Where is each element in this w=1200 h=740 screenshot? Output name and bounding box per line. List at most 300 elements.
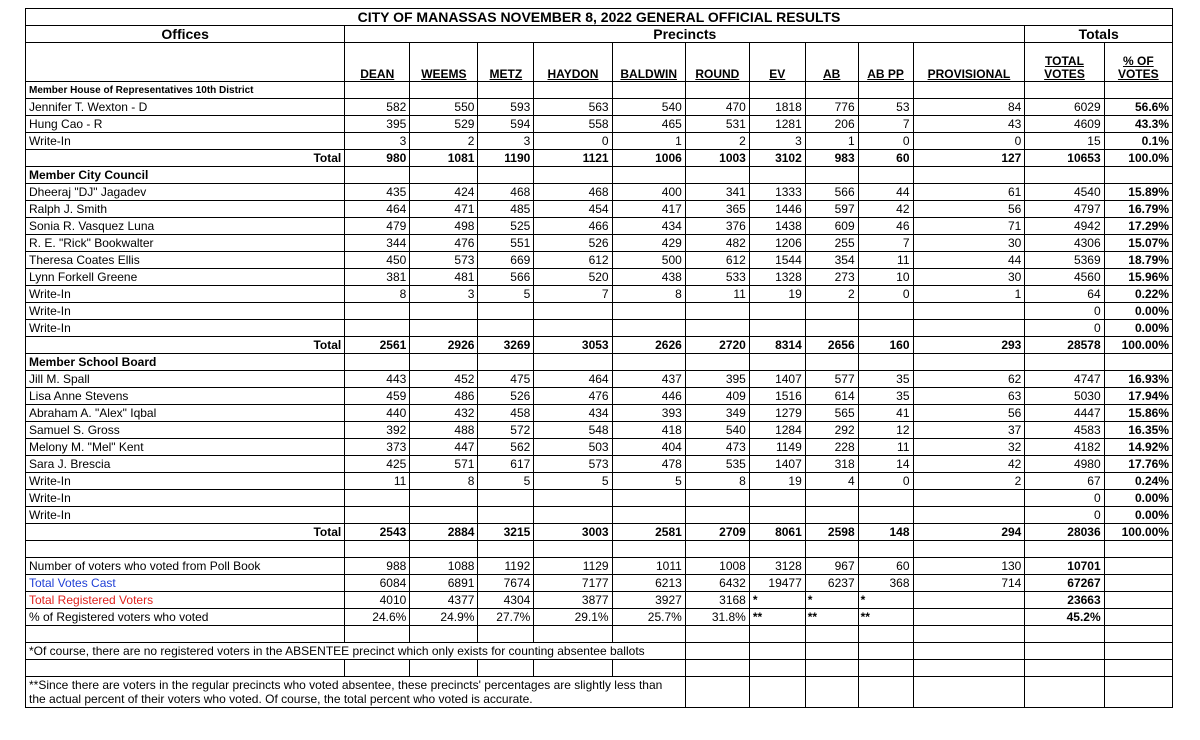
- precinct-votes: 464: [345, 201, 410, 218]
- precinct-votes: 35: [858, 388, 913, 405]
- precinct-votes: 53: [858, 99, 913, 116]
- empty-cell: [345, 541, 410, 558]
- empty-cell: [26, 541, 345, 558]
- precinct-votes: 563: [534, 99, 612, 116]
- summary-row: [26, 575, 1173, 592]
- candidate-row: [26, 269, 1173, 286]
- empty-cell: [858, 82, 913, 99]
- precinct-total: 8061: [749, 524, 805, 541]
- total-votes: 15: [1025, 133, 1104, 150]
- total-votes: 4540: [1025, 184, 1104, 201]
- precinct-votes: 434: [534, 405, 612, 422]
- empty-cell: [749, 643, 805, 660]
- precinct-votes: 19: [749, 473, 805, 490]
- precinct-total: 2720: [685, 337, 749, 354]
- section-title: Member House of Representatives 10th District: [26, 82, 345, 99]
- empty-cell: [26, 626, 345, 643]
- candidate-name: Jennifer T. Wexton - D: [26, 99, 345, 116]
- precinct-total: 294: [913, 524, 1025, 541]
- candidate-name: Lisa Anne Stevens: [26, 388, 345, 405]
- spacer-row: [26, 541, 1173, 558]
- precinct-votes: 1438: [749, 218, 805, 235]
- offices-header: Offices: [26, 26, 345, 43]
- precinct-votes: [749, 507, 805, 524]
- summary-total: 67267: [1025, 575, 1104, 592]
- precinct-total: 2709: [685, 524, 749, 541]
- precinct-votes: 1407: [749, 456, 805, 473]
- footnote-row: [26, 643, 1173, 660]
- precinct-votes: 1206: [749, 235, 805, 252]
- summary-value: [685, 592, 749, 609]
- precinct-votes: 8: [685, 473, 749, 490]
- precinct-votes: 573: [534, 456, 612, 473]
- precinct-votes: 393: [612, 405, 685, 422]
- precinct-votes: 42: [913, 456, 1025, 473]
- precinct-votes: [805, 490, 858, 507]
- empty-cell: [1025, 677, 1104, 708]
- empty-cell: [612, 167, 685, 184]
- empty-cell: [1025, 643, 1104, 660]
- precinct-total: 3269: [478, 337, 534, 354]
- precinct-total: 2926: [410, 337, 478, 354]
- summary-value: 6084: [345, 575, 410, 592]
- empty-cell: [345, 354, 410, 371]
- empty-cell: [858, 541, 913, 558]
- total-votes: 0: [1025, 303, 1104, 320]
- empty-cell: [858, 167, 913, 184]
- empty-cell: [805, 82, 858, 99]
- precinct-votes: 1284: [749, 422, 805, 439]
- total-votes: 67: [1025, 473, 1104, 490]
- precinct-votes: 3: [478, 133, 534, 150]
- precinct-votes: 529: [410, 116, 478, 133]
- precinct-votes: 540: [612, 99, 685, 116]
- precinct-votes: 1279: [749, 405, 805, 422]
- precinct-votes: 432: [410, 405, 478, 422]
- precinct-votes: [913, 507, 1025, 524]
- precinct-votes: 500: [612, 252, 685, 269]
- total-votes: 0: [1025, 507, 1104, 524]
- candidate-name: Write-In: [26, 320, 345, 337]
- precinct-votes: 566: [805, 184, 858, 201]
- total-votes-header-line2: VOTES: [1044, 67, 1085, 81]
- precinct-votes: 354: [805, 252, 858, 269]
- precinct-votes: [612, 320, 685, 337]
- empty-cell: [534, 660, 612, 677]
- precinct-votes: 14: [858, 456, 913, 473]
- precinct-votes: 548: [534, 422, 612, 439]
- empty-cell: [685, 643, 749, 660]
- precinct-votes: [612, 507, 685, 524]
- precinct-votes: 42: [858, 201, 913, 218]
- precinct-votes: 533: [685, 269, 749, 286]
- precinct-votes: 3: [410, 286, 478, 303]
- empty-cell: [478, 541, 534, 558]
- empty-cell: [534, 354, 612, 371]
- precinct-votes: 614: [805, 388, 858, 405]
- precinct-votes: 349: [685, 405, 749, 422]
- empty-cell: [685, 660, 749, 677]
- summary-value: 6237: [805, 575, 858, 592]
- summary-label: Number of voters who voted from Poll Book: [26, 558, 345, 575]
- precincts-header: Precincts: [345, 26, 1025, 43]
- precinct-total: 2581: [612, 524, 685, 541]
- precinct-votes: [805, 320, 858, 337]
- section-total-row: [26, 337, 1173, 354]
- precinct-votes: 7: [534, 286, 612, 303]
- empty-cell: [1104, 626, 1172, 643]
- precinct-votes: 550: [410, 99, 478, 116]
- precinct-votes: 7: [858, 235, 913, 252]
- candidate-name: Dheeraj "DJ" Jagadev: [26, 184, 345, 201]
- precinct-votes: 8: [612, 286, 685, 303]
- precinct-votes: 503: [534, 439, 612, 456]
- empty-cell: [478, 354, 534, 371]
- footnote-mark: *: [860, 592, 866, 607]
- empty-cell: [685, 677, 749, 708]
- footnote-percentages: **Since there are voters in the regular precincts who voted absentee, these precincts' percentages are slightly less than the actual percent of their voters who voted. Of course, the total percent who voted is accurate.: [26, 677, 686, 708]
- total-votes: 4560: [1025, 269, 1104, 286]
- precinct-votes: 478: [612, 456, 685, 473]
- empty-cell: [805, 660, 858, 677]
- footnote-mark: **: [807, 609, 818, 624]
- empty-cell: [805, 626, 858, 643]
- results-table: [25, 8, 1173, 708]
- total-votes: 0: [1025, 490, 1104, 507]
- precinct-total: 2656: [805, 337, 858, 354]
- empty-cell: [1104, 592, 1172, 609]
- precinct-votes: 5: [478, 286, 534, 303]
- precinct-votes: 1407: [749, 371, 805, 388]
- precinct-total: 293: [913, 337, 1025, 354]
- precinct-votes: [612, 490, 685, 507]
- pct-votes: 14.92%: [1104, 439, 1172, 456]
- summary-value: [858, 609, 913, 626]
- empty-cell: [1025, 626, 1104, 643]
- precinct-votes: [345, 320, 410, 337]
- precinct-votes: 0: [858, 473, 913, 490]
- total-label: Total: [26, 337, 345, 354]
- precinct-votes: 8: [410, 473, 478, 490]
- precinct-total: 1190: [478, 150, 534, 167]
- precinct-votes: 468: [478, 184, 534, 201]
- empty-cell: [1025, 354, 1104, 371]
- empty-cell: [858, 677, 913, 708]
- footnote-mark: **: [860, 609, 870, 624]
- blank-header-cell: [26, 43, 345, 82]
- summary-value: 3877: [534, 592, 612, 609]
- empty-cell: [858, 626, 913, 643]
- pct-votes: 0.24%: [1104, 473, 1172, 490]
- precinct-votes: 43: [913, 116, 1025, 133]
- footnote-mark: *: [807, 592, 813, 607]
- spacer-row: [26, 660, 1173, 677]
- empty-cell: [858, 643, 913, 660]
- summary-value: 4304: [478, 592, 534, 609]
- empty-cell: [913, 677, 1025, 708]
- precinct-votes: 776: [805, 99, 858, 116]
- empty-cell: [1104, 575, 1172, 592]
- summary-value: 7674: [478, 575, 534, 592]
- candidate-name: Theresa Coates Ellis: [26, 252, 345, 269]
- empty-cell: [478, 660, 534, 677]
- precinct-votes: [410, 490, 478, 507]
- section-title-row: [26, 354, 1173, 371]
- precinct-votes: 520: [534, 269, 612, 286]
- pct-votes: 0.00%: [1104, 320, 1172, 337]
- summary-value: 988: [345, 558, 410, 575]
- candidate-name: Samuel S. Gross: [26, 422, 345, 439]
- precinct-votes: 1281: [749, 116, 805, 133]
- precinct-votes: 32: [913, 439, 1025, 456]
- candidate-row: [26, 320, 1173, 337]
- empty-cell: [1104, 609, 1172, 626]
- empty-cell: [749, 354, 805, 371]
- precinct-votes: 11: [858, 252, 913, 269]
- precinct-votes: 46: [858, 218, 913, 235]
- candidate-name: Abraham A. "Alex" Iqbal: [26, 405, 345, 422]
- section-title-row: [26, 82, 1173, 99]
- pct-votes: 56.6%: [1104, 99, 1172, 116]
- precinct-votes: 437: [612, 371, 685, 388]
- precinct-votes: 450: [345, 252, 410, 269]
- empty-cell: [1104, 167, 1172, 184]
- empty-cell: [858, 660, 913, 677]
- total-votes: 4182: [1025, 439, 1104, 456]
- candidate-name: Hung Cao - R: [26, 116, 345, 133]
- summary-value: 1129: [534, 558, 612, 575]
- candidate-name: R. E. "Rick" Bookwalter: [26, 235, 345, 252]
- candidate-row: [26, 218, 1173, 235]
- pct-votes: 0.1%: [1104, 133, 1172, 150]
- total-votes: 4583: [1025, 422, 1104, 439]
- summary-value: 6891: [410, 575, 478, 592]
- pct-votes-header-line2: VOTES: [1117, 67, 1159, 81]
- candidate-row: [26, 252, 1173, 269]
- precinct-votes: 447: [410, 439, 478, 456]
- summary-number: 3168: [719, 592, 746, 607]
- precinct-votes: [858, 490, 913, 507]
- summary-total: 23663: [1025, 592, 1104, 609]
- precinct-votes: 56: [913, 201, 1025, 218]
- summary-value: 1011: [612, 558, 685, 575]
- precinct-votes: 3: [345, 133, 410, 150]
- summary-value: [805, 609, 858, 626]
- summary-value: 1008: [685, 558, 749, 575]
- precinct-total: 1003: [685, 150, 749, 167]
- total-votes: 6029: [1025, 99, 1104, 116]
- empty-cell: [410, 660, 478, 677]
- column-header-round: ROUND: [685, 43, 749, 82]
- empty-cell: [1025, 82, 1104, 99]
- precinct-total: 8314: [749, 337, 805, 354]
- column-header-row: [26, 43, 1173, 82]
- empty-cell: [913, 354, 1025, 371]
- precinct-votes: 597: [805, 201, 858, 218]
- empty-cell: [410, 626, 478, 643]
- empty-cell: [534, 626, 612, 643]
- column-header-haydon: HAYDON: [534, 43, 612, 82]
- total-votes: 4609: [1025, 116, 1104, 133]
- precinct-votes: [410, 303, 478, 320]
- precinct-votes: 454: [534, 201, 612, 218]
- precinct-votes: [534, 507, 612, 524]
- precinct-total: 2884: [410, 524, 478, 541]
- precinct-votes: [749, 303, 805, 320]
- empty-cell: [612, 541, 685, 558]
- empty-cell: [410, 167, 478, 184]
- precinct-votes: [345, 507, 410, 524]
- precinct-votes: 669: [478, 252, 534, 269]
- precinct-votes: 479: [345, 218, 410, 235]
- precinct-votes: 562: [478, 439, 534, 456]
- precinct-votes: 0: [913, 133, 1025, 150]
- precinct-votes: 551: [478, 235, 534, 252]
- precinct-votes: 1333: [749, 184, 805, 201]
- precinct-total: 3053: [534, 337, 612, 354]
- precinct-votes: 571: [410, 456, 478, 473]
- precinct-total: 2561: [345, 337, 410, 354]
- precinct-votes: 482: [685, 235, 749, 252]
- candidate-name: Write-In: [26, 473, 345, 490]
- grand-total-pct: 100.0%: [1104, 150, 1172, 167]
- candidate-row: [26, 473, 1173, 490]
- precinct-votes: 84: [913, 99, 1025, 116]
- precinct-votes: 30: [913, 269, 1025, 286]
- candidate-row: [26, 439, 1173, 456]
- pct-votes: 16.79%: [1104, 201, 1172, 218]
- precinct-total: 3102: [749, 150, 805, 167]
- pct-votes: 16.35%: [1104, 422, 1172, 439]
- summary-value: 24.9%: [410, 609, 478, 626]
- total-votes-header: [1025, 43, 1104, 82]
- pct-votes: 15.86%: [1104, 405, 1172, 422]
- precinct-votes: 1149: [749, 439, 805, 456]
- precinct-votes: 318: [805, 456, 858, 473]
- precinct-votes: 572: [478, 422, 534, 439]
- precinct-votes: [534, 490, 612, 507]
- precinct-votes: 565: [805, 405, 858, 422]
- pct-votes: 15.89%: [1104, 184, 1172, 201]
- summary-value: 25.7%: [612, 609, 685, 626]
- precinct-votes: 486: [410, 388, 478, 405]
- precinct-votes: 417: [612, 201, 685, 218]
- precinct-votes: 0: [534, 133, 612, 150]
- empty-cell: [913, 643, 1025, 660]
- total-votes: 4980: [1025, 456, 1104, 473]
- candidate-name: Lynn Forkell Greene: [26, 269, 345, 286]
- precinct-votes: 425: [345, 456, 410, 473]
- empty-cell: [913, 167, 1025, 184]
- precinct-votes: 577: [805, 371, 858, 388]
- precinct-votes: [858, 320, 913, 337]
- candidate-row: [26, 286, 1173, 303]
- column-header-baldwin: BALDWIN: [612, 43, 685, 82]
- precinct-total: 2598: [805, 524, 858, 541]
- precinct-votes: 228: [805, 439, 858, 456]
- candidate-row: [26, 456, 1173, 473]
- candidate-name: Sonia R. Vasquez Luna: [26, 218, 345, 235]
- precinct-votes: [805, 507, 858, 524]
- precinct-votes: 525: [478, 218, 534, 235]
- empty-cell: [534, 82, 612, 99]
- empty-cell: [749, 626, 805, 643]
- total-votes: 64: [1025, 286, 1104, 303]
- empty-cell: [345, 626, 410, 643]
- summary-value: 3927: [612, 592, 685, 609]
- empty-cell: [26, 660, 345, 677]
- precinct-votes: 37: [913, 422, 1025, 439]
- summary-value: 6432: [685, 575, 749, 592]
- precinct-votes: 409: [685, 388, 749, 405]
- candidate-name: Ralph J. Smith: [26, 201, 345, 218]
- empty-cell: [612, 626, 685, 643]
- precinct-votes: 1: [805, 133, 858, 150]
- empty-cell: [805, 541, 858, 558]
- precinct-votes: 558: [534, 116, 612, 133]
- precinct-votes: 535: [685, 456, 749, 473]
- section-total-row: [26, 524, 1173, 541]
- empty-cell: [612, 354, 685, 371]
- precinct-votes: 344: [345, 235, 410, 252]
- precinct-votes: 365: [685, 201, 749, 218]
- candidate-row: [26, 184, 1173, 201]
- empty-cell: [410, 354, 478, 371]
- precinct-votes: [685, 303, 749, 320]
- precinct-votes: [858, 507, 913, 524]
- precinct-total: 148: [858, 524, 913, 541]
- total-votes: 5030: [1025, 388, 1104, 405]
- precinct-total: 3003: [534, 524, 612, 541]
- precinct-votes: [478, 490, 534, 507]
- summary-value: 1088: [410, 558, 478, 575]
- precinct-votes: 458: [478, 405, 534, 422]
- candidate-row: [26, 99, 1173, 116]
- precinct-votes: 443: [345, 371, 410, 388]
- precinct-votes: [913, 490, 1025, 507]
- precinct-votes: 1: [612, 133, 685, 150]
- precinct-votes: 11: [345, 473, 410, 490]
- empty-cell: [805, 677, 858, 708]
- section-title: Member School Board: [26, 354, 345, 371]
- empty-cell: [1104, 643, 1172, 660]
- precinct-votes: 2: [805, 286, 858, 303]
- precinct-votes: 438: [612, 269, 685, 286]
- empty-cell: [1104, 541, 1172, 558]
- candidate-name: Write-In: [26, 490, 345, 507]
- empty-cell: [410, 82, 478, 99]
- precinct-votes: 0: [858, 286, 913, 303]
- pct-votes: 17.94%: [1104, 388, 1172, 405]
- precinct-votes: 485: [478, 201, 534, 218]
- precinct-votes: 3: [749, 133, 805, 150]
- spacer-row: [26, 626, 1173, 643]
- precinct-votes: 612: [534, 252, 612, 269]
- column-header-provisional: PROVISIONAL: [913, 43, 1025, 82]
- precinct-votes: 464: [534, 371, 612, 388]
- column-header-weems: WEEMS: [410, 43, 478, 82]
- precinct-total: 1006: [612, 150, 685, 167]
- summary-value: 130: [913, 558, 1025, 575]
- empty-cell: [1025, 541, 1104, 558]
- empty-cell: [805, 167, 858, 184]
- summary-value: 967: [805, 558, 858, 575]
- grand-total-votes: 28036: [1025, 524, 1104, 541]
- footnote-absentee: *Of course, there are no registered voters in the ABSENTEE precinct which only exists for counting absentee ballots: [26, 643, 686, 660]
- precinct-votes: 1: [913, 286, 1025, 303]
- summary-value: 4377: [410, 592, 478, 609]
- summary-value: 4010: [345, 592, 410, 609]
